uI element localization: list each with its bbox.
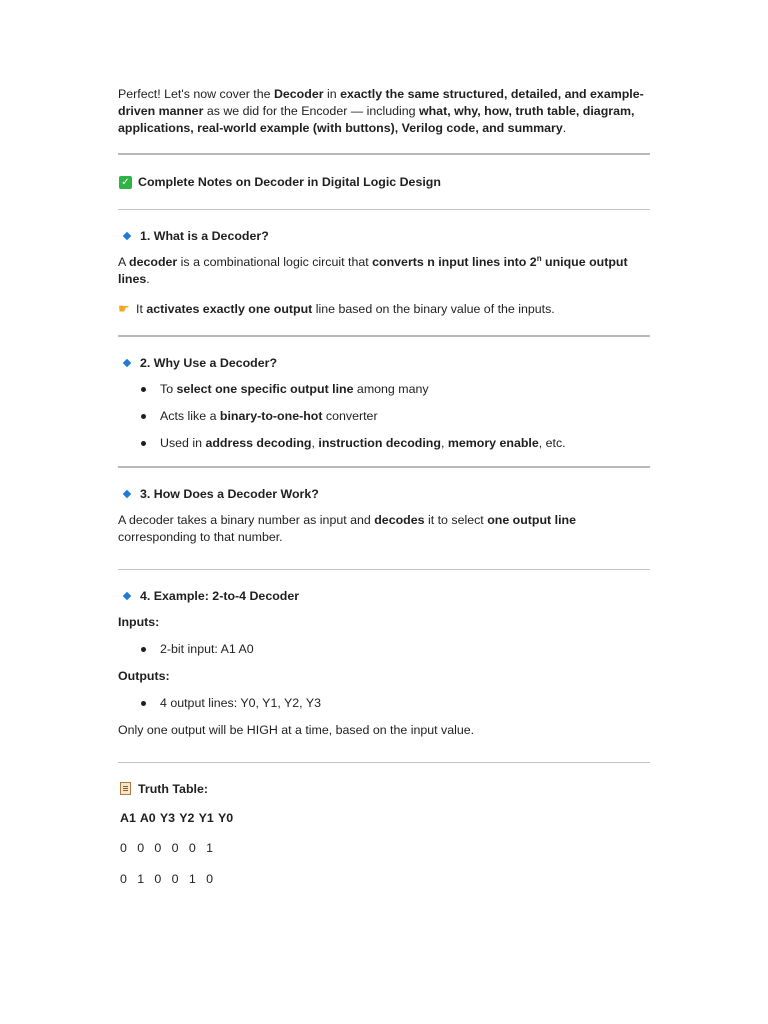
list-item: 2-bit input: A1 A0 [118,641,650,658]
truth-table-row: 0 0 0 0 0 1 [120,841,213,855]
blue-diamond-icon [123,231,131,239]
how-paragraph: A decoder takes a binary number as input and decodes it to select one output line corresponding to that number. [118,513,576,544]
notes-title [118,155,650,209]
section-heading-why: 2. Why Use a Decoder? [118,354,650,371]
list-item: Acts like a binary-to-one-hot converter [118,408,650,425]
outputs-label: Outputs: [118,669,170,683]
blue-diamond-icon [123,358,131,366]
list-item: 4 output lines: Y0, Y1, Y2, Y3 [118,695,650,712]
truth-table-heading: Truth Table: [118,780,650,797]
divider [118,569,650,570]
blue-diamond-icon [123,489,131,497]
truth-table-row: 0 1 0 0 1 0 [120,872,213,886]
truth-table-header: A1 A0 Y3 Y2 Y1 Y0 [120,811,234,825]
one-hot-note: Only one output will be HIGH at a time, based on the input value. [118,723,475,737]
list-item: To select one specific output line among many [118,381,650,398]
decoder-definition: A decoder is a combinational logic circuit that converts n input lines into 2$^n$ unique output lines. [118,253,628,286]
divider [118,335,650,337]
clipboard-icon [120,782,131,795]
outputs-list [118,695,650,712]
inputs-label: Inputs: [118,615,160,629]
why-list [118,381,650,452]
divider [118,209,650,210]
pointing-finger-icon: ☛ [118,301,130,316]
document-content [118,86,650,902]
notes-title-text: Complete Notes on Decoder in Digital Logic Design [138,175,441,189]
divider [118,762,650,763]
inputs-list [118,641,650,658]
decoder-activation-note: ☛ It activates exactly one output line based on the binary value of the inputs. [118,301,555,316]
section-heading-what: 1. What is a Decoder? [118,227,650,244]
intro-paragraph: Perfect! Let's now cover the Decoder in exactly the same structured, detailed, and example-driven manner as we did for the Encoder — including what, why, how, truth table, diagram, applications, real-world example (with buttons), Verilog code, and summary. [118,87,644,135]
section-heading-how: 3. How Does a Decoder Work? [118,485,650,502]
divider [118,466,650,468]
check-mark-icon: ✓ [119,176,132,189]
section-heading-example: 4. Example: 2-to-4 Decoder [118,587,650,604]
blue-diamond-icon [123,591,131,599]
list-item: Used in address decoding, instruction decoding, memory enable, etc. [118,435,650,452]
